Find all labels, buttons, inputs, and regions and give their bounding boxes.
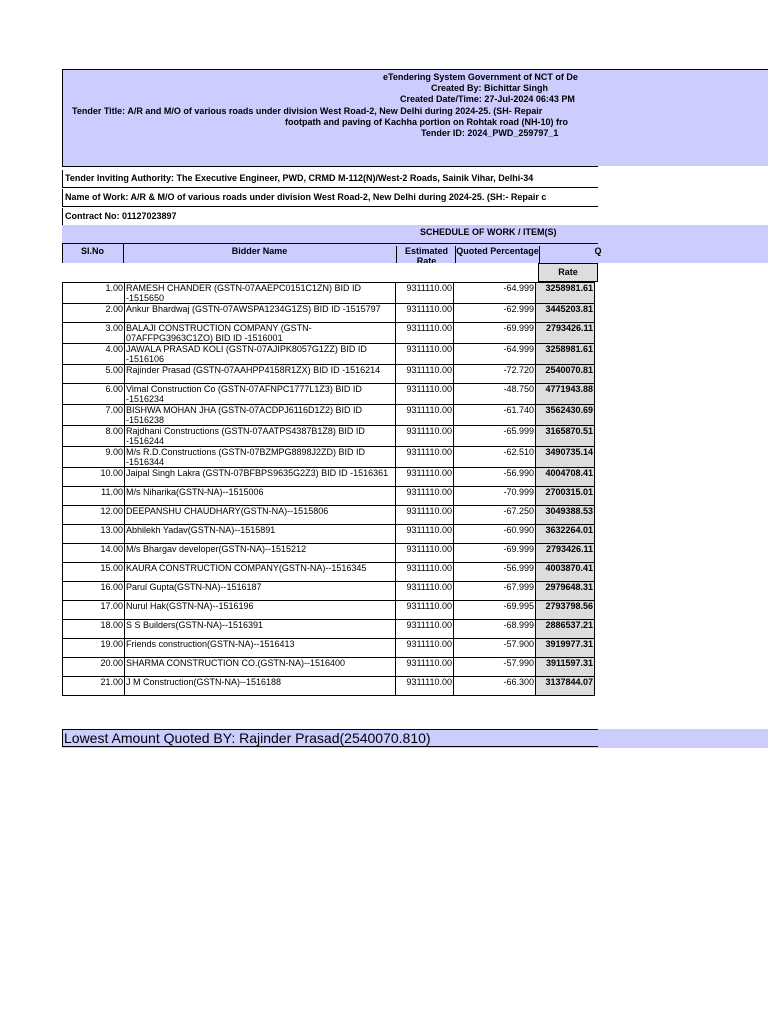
cell-estimated-rate: 9311110.00 bbox=[396, 447, 454, 468]
cell-rate: 3632264.01 bbox=[536, 525, 595, 544]
contract-no: Contract No: 01127023897 bbox=[62, 208, 598, 225]
cell-estimated-rate: 9311110.00 bbox=[396, 639, 454, 658]
cell-slno: 3.00 bbox=[63, 323, 125, 344]
cell-rate: 3137844.07 bbox=[536, 677, 595, 696]
cell-quoted-percentage: -64.999 bbox=[454, 344, 536, 365]
col-header-truncated: Q bbox=[594, 246, 602, 256]
table-row bbox=[63, 639, 595, 658]
cell-bidder-name: Nurul Hak(GSTN-NA)--1516196 bbox=[125, 601, 396, 620]
cell-quoted-percentage: -62.999 bbox=[454, 304, 536, 323]
table-row bbox=[63, 365, 595, 384]
cell-rate: 4003870.41 bbox=[536, 563, 595, 582]
divider bbox=[62, 206, 598, 207]
name-of-work: Name of Work: A/R & M/O of various roads under division West Road-2, New Delhi during 2024-25. (SH:- Repair c bbox=[62, 189, 598, 206]
table-row bbox=[63, 384, 595, 405]
cell-quoted-percentage: -57.990 bbox=[454, 658, 536, 677]
cell-estimated-rate: 9311110.00 bbox=[396, 384, 454, 405]
header-created-by: Created By: Bichittar Singh bbox=[431, 83, 549, 93]
cell-slno: 18.00 bbox=[63, 620, 125, 639]
cell-quoted-percentage: -67.250 bbox=[454, 506, 536, 525]
cell-rate: 2793798.56 bbox=[536, 601, 595, 620]
cell-rate: 2886537.21 bbox=[536, 620, 595, 639]
cell-bidder-name: Friends construction(GSTN-NA)--1516413 bbox=[125, 639, 396, 658]
cell-quoted-percentage: -67.999 bbox=[454, 582, 536, 601]
cell-slno: 15.00 bbox=[63, 563, 125, 582]
cell-bidder-name: Ankur Bhardwaj (GSTN-07AWSPA1234G1ZS) BID ID -1515797 bbox=[125, 304, 396, 323]
cell-quoted-percentage: -48.750 bbox=[454, 384, 536, 405]
divider bbox=[62, 166, 598, 167]
cell-bidder-name: DEEPANSHU CHAUDHARY(GSTN-NA)--1515806 bbox=[125, 506, 396, 525]
cell-estimated-rate: 9311110.00 bbox=[396, 544, 454, 563]
cell-rate: 3165870.51 bbox=[536, 426, 595, 447]
table-row bbox=[63, 283, 595, 304]
cell-rate: 3911597.31 bbox=[536, 658, 595, 677]
table-row bbox=[63, 582, 595, 601]
cell-slno: 12.00 bbox=[63, 506, 125, 525]
cell-quoted-percentage: -56.990 bbox=[454, 468, 536, 487]
divider bbox=[62, 187, 598, 188]
header-created-date: Created Date/Time: 27-Jul-2024 06:43 PM bbox=[400, 94, 575, 104]
cell-quoted-percentage: -64.999 bbox=[454, 283, 536, 304]
header-tender-title: Tender Title: A/R and M/O of various roads under division West Road-2, New Delhi during 2024-25. (SH- Repair bbox=[72, 106, 543, 116]
cell-slno: 7.00 bbox=[63, 405, 125, 426]
cell-estimated-rate: 9311110.00 bbox=[396, 426, 454, 447]
cell-rate: 2700315.01 bbox=[536, 487, 595, 506]
cell-bidder-name: KAURA CONSTRUCTION COMPANY(GSTN-NA)--1516345 bbox=[125, 563, 396, 582]
cell-quoted-percentage: -72.720 bbox=[454, 365, 536, 384]
table-row bbox=[63, 487, 595, 506]
cell-slno: 9.00 bbox=[63, 447, 125, 468]
cell-rate: 4771943.88 bbox=[536, 384, 595, 405]
cell-estimated-rate: 9311110.00 bbox=[396, 525, 454, 544]
cell-estimated-rate: 9311110.00 bbox=[396, 582, 454, 601]
cell-estimated-rate: 9311110.00 bbox=[396, 468, 454, 487]
cell-rate: 3258981.61 bbox=[536, 344, 595, 365]
col-header-rate: Rate bbox=[538, 263, 598, 282]
col-header-slno: Sl.No bbox=[80, 246, 104, 256]
cell-bidder-name: Abhilekh Yadav(GSTN-NA)--1515891 bbox=[125, 525, 396, 544]
cell-slno: 8.00 bbox=[63, 426, 125, 447]
cell-estimated-rate: 9311110.00 bbox=[396, 506, 454, 525]
table-row bbox=[63, 544, 595, 563]
col-header-bidder: Bidder Name bbox=[231, 246, 288, 256]
cell-bidder-name: Parul Gupta(GSTN-NA)--1516187 bbox=[125, 582, 396, 601]
cell-quoted-percentage: -70.999 bbox=[454, 487, 536, 506]
cell-estimated-rate: 9311110.00 bbox=[396, 601, 454, 620]
table-row bbox=[63, 677, 595, 696]
table-row bbox=[63, 468, 595, 487]
cell-quoted-percentage: -69.999 bbox=[454, 544, 536, 563]
cell-estimated-rate: 9311110.00 bbox=[396, 620, 454, 639]
cell-estimated-rate: 9311110.00 bbox=[396, 405, 454, 426]
cell-bidder-name: BALAJI CONSTRUCTION COMPANY (GSTN-07AFFPG3963C1ZO) BID ID -1516001 bbox=[125, 323, 396, 344]
cell-bidder-name: M/s R.D.Constructions (GSTN-07BZMPG8898J2ZD) BID ID -1516344 bbox=[125, 447, 396, 468]
cell-estimated-rate: 9311110.00 bbox=[396, 677, 454, 696]
cell-quoted-percentage: -60.990 bbox=[454, 525, 536, 544]
cell-slno: 6.00 bbox=[63, 384, 125, 405]
cell-slno: 14.00 bbox=[63, 544, 125, 563]
table-row bbox=[63, 447, 595, 468]
cell-rate: 3445203.81 bbox=[536, 304, 595, 323]
cell-bidder-name: Rajdhani Constructions (GSTN-07AATPS4387B1Z8) BID ID -1516244 bbox=[125, 426, 396, 447]
schedule-title: SCHEDULE OF WORK / ITEM(S) bbox=[420, 227, 557, 237]
cell-rate: 4004708.41 bbox=[536, 468, 595, 487]
table-row bbox=[63, 506, 595, 525]
cell-bidder-name: S S Builders(GSTN-NA)--1516391 bbox=[125, 620, 396, 639]
tender-header bbox=[62, 69, 768, 166]
cell-estimated-rate: 9311110.00 bbox=[396, 283, 454, 304]
cell-rate: 3258981.61 bbox=[536, 283, 595, 304]
cell-bidder-name: BISHWA MOHAN JHA (GSTN-07ACDPJ6116D1Z2) BID ID -1516238 bbox=[125, 405, 396, 426]
cell-bidder-name: J M Construction(GSTN-NA)--1516188 bbox=[125, 677, 396, 696]
table-row bbox=[63, 658, 595, 677]
cell-rate: 3049388.53 bbox=[536, 506, 595, 525]
cell-rate: 3562430.69 bbox=[536, 405, 595, 426]
cell-slno: 5.00 bbox=[63, 365, 125, 384]
table-row bbox=[63, 620, 595, 639]
cell-quoted-percentage: -57.900 bbox=[454, 639, 536, 658]
cell-quoted-percentage: -56.999 bbox=[454, 563, 536, 582]
cell-estimated-rate: 9311110.00 bbox=[396, 658, 454, 677]
cell-rate: 3490735.14 bbox=[536, 447, 595, 468]
table-row bbox=[63, 323, 595, 344]
col-header-estimated-rate: Estimated Rate bbox=[396, 246, 456, 263]
divider bbox=[123, 243, 124, 263]
cell-estimated-rate: 9311110.00 bbox=[396, 563, 454, 582]
cell-slno: 11.00 bbox=[63, 487, 125, 506]
cell-rate: 2979648.31 bbox=[536, 582, 595, 601]
cell-bidder-name: M/s Niharika(GSTN-NA)--1515006 bbox=[125, 487, 396, 506]
cell-quoted-percentage: -66.300 bbox=[454, 677, 536, 696]
divider bbox=[62, 243, 63, 263]
cell-rate: 2540070.81 bbox=[536, 365, 595, 384]
table-row bbox=[63, 563, 595, 582]
cell-bidder-name: Vimal Construction Co (GSTN-07AFNPC1777L1Z3) BID ID -1516234 bbox=[125, 384, 396, 405]
cell-slno: 16.00 bbox=[63, 582, 125, 601]
cell-slno: 20.00 bbox=[63, 658, 125, 677]
cell-estimated-rate: 9311110.00 bbox=[396, 365, 454, 384]
cell-estimated-rate: 9311110.00 bbox=[396, 304, 454, 323]
cell-rate: 2793426.11 bbox=[536, 544, 595, 563]
cell-slno: 19.00 bbox=[63, 639, 125, 658]
cell-bidder-name: RAMESH CHANDER (GSTN-07AAEPC0151C1ZN) BID ID -1515650 bbox=[125, 283, 396, 304]
header-tender-id: Tender ID: 2024_PWD_259797_1 bbox=[421, 128, 559, 138]
cell-rate: 2793426.11 bbox=[536, 323, 595, 344]
cell-quoted-percentage: -69.995 bbox=[454, 601, 536, 620]
lowest-amount-quoted: Lowest Amount Quoted BY: Rajinder Prasad(2540070.810) bbox=[64, 730, 431, 746]
lowest-band bbox=[62, 729, 768, 748]
cell-slno: 13.00 bbox=[63, 525, 125, 544]
tender-inviting-authority: Tender Inviting Authority: The Executive Engineer, PWD, CRMD M-112(N)/West-2 Roads, Sainik Vihar, Delhi-34 bbox=[62, 170, 598, 187]
cell-bidder-name: Jaipal Singh Lakra (GSTN-07BFBPS9635G2Z3) BID ID -1516361 bbox=[125, 468, 396, 487]
cell-slno: 10.00 bbox=[63, 468, 125, 487]
table-row bbox=[63, 405, 595, 426]
cell-estimated-rate: 9311110.00 bbox=[396, 323, 454, 344]
table-row bbox=[63, 344, 595, 365]
table-row bbox=[63, 426, 595, 447]
header-system-title: eTendering System Government of NCT of De bbox=[383, 72, 578, 82]
table-row bbox=[63, 601, 595, 620]
cell-slno: 1.00 bbox=[63, 283, 125, 304]
table-row bbox=[63, 304, 595, 323]
cell-bidder-name: M/s Bhargav developer(GSTN-NA)--1515212 bbox=[125, 544, 396, 563]
cell-bidder-name: SHARMA CONSTRUCTION CO.(GSTN-NA)--1516400 bbox=[125, 658, 396, 677]
bids-table bbox=[62, 282, 595, 696]
cell-quoted-percentage: -68.999 bbox=[454, 620, 536, 639]
cell-slno: 4.00 bbox=[63, 344, 125, 365]
cell-quoted-percentage: -62.510 bbox=[454, 447, 536, 468]
schedule-band bbox=[62, 225, 768, 243]
cell-bidder-name: Rajinder Prasad (GSTN-07AAHPP4158R1ZX) BID ID -1516214 bbox=[125, 365, 396, 384]
cell-quoted-percentage: -61.740 bbox=[454, 405, 536, 426]
divider bbox=[62, 243, 598, 244]
header-tender-title-cont: footpath and paving of Kachha portion on Rohtak road (NH-10) fro bbox=[285, 117, 568, 127]
cell-estimated-rate: 9311110.00 bbox=[396, 344, 454, 365]
cell-rate: 3919977.31 bbox=[536, 639, 595, 658]
cell-quoted-percentage: -69.999 bbox=[454, 323, 536, 344]
col-header-quoted-percentage: Quoted Percentage bbox=[455, 246, 540, 263]
cell-estimated-rate: 9311110.00 bbox=[396, 487, 454, 506]
cell-slno: 17.00 bbox=[63, 601, 125, 620]
cell-quoted-percentage: -65.999 bbox=[454, 426, 536, 447]
cell-slno: 21.00 bbox=[63, 677, 125, 696]
cell-slno: 2.00 bbox=[63, 304, 125, 323]
table-row bbox=[63, 525, 595, 544]
cell-bidder-name: JAWALA PRASAD KOLI (GSTN-07AJIPK8057G1ZZ) BID ID -1516106 bbox=[125, 344, 396, 365]
